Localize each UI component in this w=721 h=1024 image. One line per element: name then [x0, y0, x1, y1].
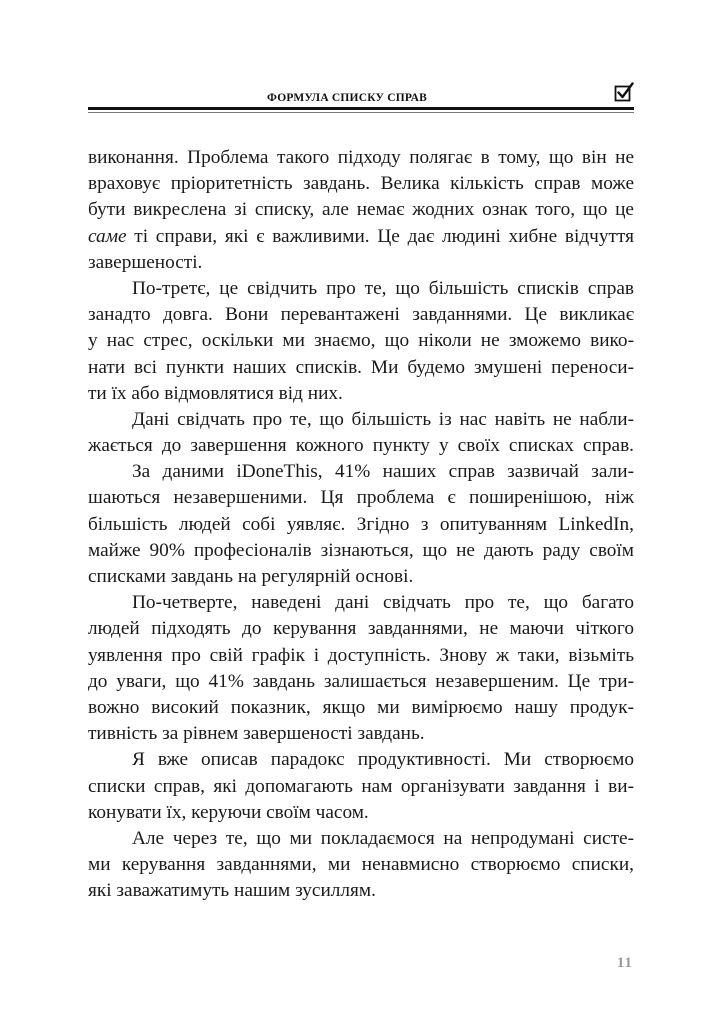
text-line: ти їх або відмовлятися від них. — [88, 382, 343, 404]
text-span: ті справи, які є важливими. Це дає людині хибне відчуття — [126, 225, 634, 247]
text-line: людей підходять до керування завданнями, не маючи чіткого — [88, 618, 634, 640]
text-line: конувати їх, керуючи своїм часом. — [88, 801, 369, 823]
text-line: тивність за рівнем завершеності завдань. — [88, 723, 425, 745]
text-line: у нас стрес, оскільки ми знаємо, що ніколи не зможемо вико- — [88, 330, 634, 352]
text-line: вожно високий показник, якщо ми вимірюємо нашу продук- — [88, 696, 634, 718]
text-line: списками завдань на регулярній основі. — [88, 566, 414, 587]
paragraph-first-line: Але через те, що ми покладаємося на непродумані систе- — [132, 827, 634, 849]
text-line: до уваги, що 41% завдань залишається незавершеним. Це три- — [88, 670, 634, 692]
text-line: майже 90% професіоналів зізнаються, що не дають раду своїм — [88, 539, 634, 561]
paragraph-first-line: Дані свідчать про те, що більшість із нас навіть не набли- — [132, 408, 634, 430]
text-line: враховує пріоритетність завдань. Велика кількість справ може — [88, 173, 634, 195]
text-line: бути викреслена зі списку, але немає жодних ознак того, що це — [88, 199, 634, 221]
page-number: 11 — [616, 955, 633, 971]
header-rule — [88, 107, 634, 110]
text-line: шаються незавершеними. Ця проблема є поширенішою, ніж — [88, 487, 634, 509]
text-line — [88, 224, 634, 250]
header-rule-thin — [88, 112, 634, 113]
text-line: списки справ, які допомагають нам організувати завдання і ви- — [88, 775, 634, 797]
paragraph-first-line: По-третє, це свідчить про те, що більшість списків справ — [132, 277, 634, 299]
body-text — [88, 145, 634, 904]
text-line: ми керування завданнями, ми ненавмисно створюємо списки, — [88, 854, 634, 876]
emphasis-word: саме — [88, 225, 127, 247]
text-line: нати всі пункти наших списків. Ми будемо змушені переноси- — [88, 356, 634, 378]
text-line: які заважатимуть нашим зусиллям. — [88, 880, 376, 902]
paragraph-first-line: За даними iDoneThis, 41% наших справ зазвичай зали- — [132, 461, 634, 483]
text-line: уявлення про свій графік і доступність. Знову ж таки, візьміть — [88, 644, 634, 666]
text-line: більшість людей собі уявляє. Згідно з опитуванням LinkedIn, — [88, 513, 634, 535]
paragraph-first-line: Я вже описав парадокс продуктивності. Ми створюємо — [132, 749, 634, 771]
text-line: занадто довга. Вони перевантажені завданнями. Це викликає — [88, 304, 634, 326]
text-line: виконання. Проблема такого підходу полягає в тому, що він не — [88, 147, 634, 168]
text-line: завершеності. — [88, 251, 203, 273]
running-header-title: ФОРМУЛА СПИСКУ СПРАВ — [267, 92, 427, 104]
paragraph-first-line: По-четверте, наведені дані свідчать про те, що багато — [132, 592, 634, 614]
checkbox-checked-icon — [614, 82, 634, 102]
text-line: жається до завершення кожного пункту у своїх списках справ. — [88, 435, 634, 457]
running-header — [88, 80, 634, 106]
